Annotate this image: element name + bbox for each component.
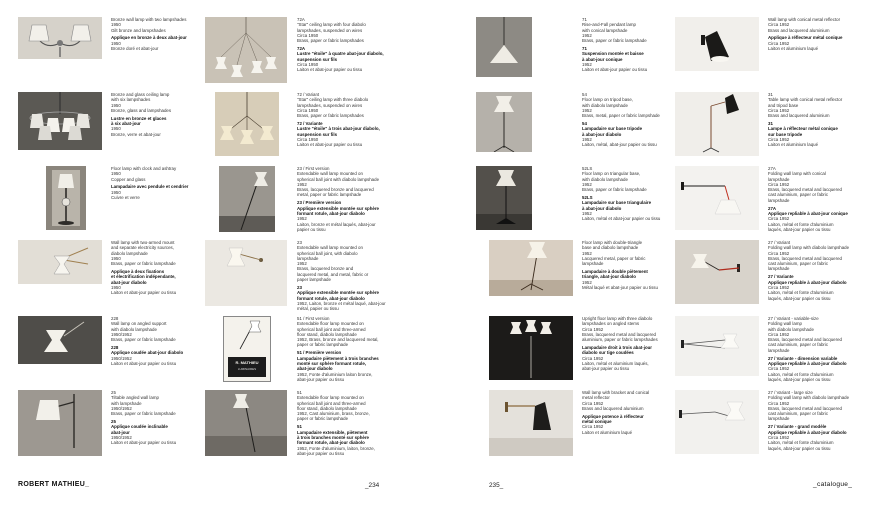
- entry-caption: [768, 390, 858, 453]
- entry-caption: [297, 316, 391, 385]
- caption-line-fr: Laiton et aluminium laqué: [582, 429, 633, 435]
- caption-line-fr: 54: [582, 121, 587, 127]
- caption-line-fr: Lustre "étoile" à trois abat-jour diabolo,: [297, 126, 380, 132]
- caption-line-fr: formant rotule, abat-jour diabolo: [297, 210, 365, 216]
- caption-line-fr: 1952: [582, 210, 592, 216]
- caption-line-fr: Circa 1950: [297, 136, 319, 142]
- caption-line-fr: 1950/1952: [111, 355, 132, 361]
- caption-line: Circa 1952: [582, 326, 604, 332]
- entry-caption: [582, 390, 668, 438]
- lamp-photo: [46, 166, 86, 230]
- caption-line-fr: 25: [111, 419, 116, 425]
- caption-line: Bronze, glass and lampshades: [111, 107, 172, 113]
- caption-line: lampshade: [768, 176, 790, 182]
- caption-line: 54: [582, 92, 587, 97]
- lamp-photo: [18, 17, 102, 59]
- caption-line: cast aluminium, paper or fabric: [768, 411, 829, 417]
- caption-line-fr: 51: [297, 424, 302, 430]
- caption-line-fr: Lampadaire piètement à trois branches: [297, 355, 379, 361]
- caption-line: Extendable floor lamp mounted on: [297, 395, 364, 401]
- caption-line: and tripod base: [768, 102, 799, 108]
- caption-line-fr: Applique coudée abat-jour diabolo: [111, 350, 184, 356]
- lamp-photo: [18, 316, 102, 364]
- caption-line-fr: Applique repliable à abat-jour diabolo: [768, 360, 847, 366]
- caption-line-fr: Laiton, métal, abat-jour papier ou tissu: [582, 142, 657, 148]
- entry-caption: [768, 316, 858, 385]
- caption-line: Extendable floor lamp mounted on: [297, 321, 364, 327]
- caption-line: "Star" ceiling lamp with four diabolo: [297, 22, 366, 28]
- caption-line-fr: Circa 1950: [297, 61, 319, 67]
- caption-line: lampshade: [768, 266, 790, 272]
- caption-line-fr: 27 / Variante - grand modèle: [768, 424, 827, 430]
- caption-line-fr: laqués, abat-jour papier ou tissu: [768, 445, 831, 451]
- caption-line-fr: 1950: [111, 189, 121, 195]
- caption-line: 27 / Variant - variable-size: [768, 316, 819, 321]
- lamp-photo: [215, 92, 279, 156]
- lamp-photo: [675, 390, 759, 454]
- caption-line-fr: Circa 1952: [768, 136, 790, 142]
- poster-subtitle: LUMINAIRES: [237, 367, 257, 371]
- caption-line: diabolo lampshade: [111, 250, 148, 256]
- caption-line-fr: à abat-jour diabolo: [582, 205, 622, 211]
- caption-line-fr: 1952, Fonte d'aluminium laiton bronze,: [297, 371, 373, 377]
- caption-line-fr: 1952, Fonte d'aluminium, laiton, bronze,: [297, 445, 375, 451]
- caption-line: Floor lamp with double-triangle: [582, 240, 643, 245]
- entry-caption: [768, 166, 858, 235]
- caption-line: Circa 1952: [768, 22, 790, 28]
- caption-line-fr: Circa 1952: [768, 366, 790, 372]
- caption-line: Brass, paper or fabric lampshades: [297, 38, 364, 44]
- lamp-photo: [675, 17, 759, 71]
- caption-line-fr: à six abat-jour: [111, 121, 141, 127]
- caption-line-fr: Applique extensible montée sur sphère: [297, 290, 379, 296]
- caption-line-fr: Applique repliable à abat-jour diabolo: [768, 429, 847, 435]
- caption-line-fr: 1952, Laiton, bronze et métal laqué, abat-jour: [297, 300, 386, 306]
- caption-line: cast aluminium, paper or fabric: [768, 192, 829, 198]
- caption-line-fr: 1950: [111, 284, 121, 290]
- lamp-photo: [205, 390, 287, 456]
- caption-line-fr: suspension sur fils: [297, 56, 338, 62]
- lamp-photo: [476, 17, 532, 77]
- caption-line: 51: [297, 390, 302, 395]
- entry-caption: [297, 92, 391, 150]
- lamp-photo: [675, 166, 759, 230]
- caption-line-fr: Lampadaire extensible, piètement: [297, 429, 368, 435]
- caption-line-fr: 71: [582, 46, 587, 52]
- caption-line: Folding wall lamp with diabolo lampshade: [768, 245, 850, 251]
- caption-line: Bronze wall lamp with two lampshades: [111, 17, 187, 22]
- caption-line: Folding wall lamp with conical: [768, 171, 826, 177]
- caption-line-fr: laqués, abat-jour papier ou tissu: [768, 295, 831, 301]
- caption-line: cast aluminium, paper or fabric: [768, 261, 829, 267]
- caption-line: Brass, paper or fabric lampshade: [582, 187, 647, 193]
- caption-line: 1952: [582, 181, 592, 187]
- caption-line: Brass, lacquered metal and lacquered: [768, 187, 842, 193]
- caption-line-fr: laqués, abat-jour papier ou tissu: [768, 226, 831, 232]
- caption-line-fr: Lampadaire sur base triangulaire: [582, 200, 652, 206]
- caption-line: Floor lamp on triangular base,: [582, 171, 641, 177]
- caption-line-fr: Laiton et aluminium laqué: [768, 142, 819, 148]
- entry-caption: [582, 166, 668, 224]
- lamp-photo: [205, 240, 287, 306]
- caption-line: spherical ball joint with diabolo lampshade: [297, 176, 380, 182]
- caption-line-fr: Applique en bronze à deux abat-jour: [111, 35, 187, 41]
- caption-line: Copper and glass: [111, 176, 146, 182]
- caption-line-fr: Lampe à réflecteur métal conique: [768, 126, 838, 132]
- entry-caption: [297, 17, 391, 75]
- caption-line: Brass, paper or fabric lampshade: [582, 38, 647, 44]
- caption-line: base and diabolo lampshade: [582, 245, 639, 251]
- caption-line: lampshades, suspended on wires: [297, 102, 363, 108]
- caption-line: 1950: [111, 255, 121, 261]
- caption-line-fr: 228: [111, 345, 119, 351]
- caption-line-fr: 1952: [582, 136, 592, 142]
- caption-line: Circa 1950: [297, 32, 319, 38]
- caption-line: Circa 1952: [768, 250, 790, 256]
- caption-line: Brass, paper or fabric lampshade: [111, 261, 176, 267]
- caption-line-fr: Laiton, métal et fonte d'aluminium: [768, 371, 834, 377]
- caption-line-fr: Laiton, métal et fonte d'aluminium: [768, 440, 834, 446]
- entry-caption: [582, 240, 668, 293]
- caption-line: paper or fabric lampshade: [297, 342, 349, 348]
- caption-line: Brass, lacquered metal and lacquered: [768, 255, 842, 261]
- caption-line-fr: 52LS: [582, 195, 593, 201]
- caption-line-fr: Laiton et aluminium laqué: [768, 46, 819, 52]
- caption-line-fr: Cuivre et verre: [111, 195, 140, 201]
- caption-line-fr: Circa 1952: [768, 284, 790, 290]
- entry-caption: [297, 166, 391, 235]
- caption-line: Gilt bronze and lampshades: [111, 27, 166, 33]
- caption-line-fr: Lampadaire avec pendule et cendrier: [111, 184, 189, 190]
- caption-line-fr: papier ou tissu: [297, 226, 326, 232]
- caption-line: Tiltable angled wall lamp: [111, 395, 159, 401]
- caption-line: 71: [582, 17, 587, 22]
- caption-line-fr: abat-jour: [111, 429, 130, 435]
- caption-line: 72A: [297, 17, 305, 22]
- caption-line-fr: 27A: [768, 205, 777, 211]
- caption-line-fr: 72 / Variante: [297, 121, 323, 127]
- entry-caption: [111, 166, 199, 203]
- caption-line: Extendable wall lamp mounted on: [297, 245, 363, 251]
- caption-line: 1950: [111, 171, 121, 177]
- lamp-photo: [489, 316, 573, 380]
- caption-line-fr: Métal laqué et abat-jour papier ou tissu: [582, 284, 658, 290]
- caption-line-fr: Applique extensible montée sur sphère: [297, 205, 379, 211]
- caption-line: with diabolo lampshade: [582, 176, 628, 182]
- caption-line: paper lampshade: [297, 277, 331, 283]
- caption-line-fr: Laiton et abat-jour papier ou tissu: [111, 360, 177, 366]
- entry-caption: [297, 240, 391, 314]
- entry-caption: [582, 92, 668, 150]
- entry-caption: [111, 390, 199, 448]
- caption-line-fr: Suspension montée et baisse: [582, 51, 644, 57]
- entry-caption: [768, 240, 858, 303]
- caption-line: lampshade: [768, 197, 790, 203]
- caption-line: spherical ball joint, with diabolo: [297, 250, 358, 256]
- entry-caption: [111, 92, 199, 140]
- caption-line: Brass, lacquered metal and lacquered: [582, 331, 656, 337]
- caption-line-fr: suspension sur fils: [297, 131, 338, 137]
- entry-caption: [768, 92, 858, 150]
- page-number: _234: [365, 482, 380, 489]
- entry-caption: [297, 390, 391, 459]
- caption-line: Circa 1952: [768, 107, 790, 113]
- lamp-photo: [18, 390, 102, 456]
- lamp-photo: [18, 240, 102, 284]
- caption-line: Folding wall lamp with diabolo lampshade: [768, 395, 850, 401]
- caption-line-fr: Lustre "étoile" à quatre abat-jour diabolo,: [297, 51, 384, 57]
- caption-line-fr: Lampadaire sur base tripode: [582, 126, 643, 132]
- caption-line: 1950/1952: [111, 405, 132, 411]
- caption-line-fr: à abat-jour diabolo: [582, 131, 622, 137]
- caption-line: lampshade: [768, 416, 790, 422]
- caption-line: Bronze and glass ceiling lamp: [111, 92, 170, 97]
- caption-line-fr: Laiton, métal et abat-jour papier ou tissu: [582, 216, 661, 222]
- caption-line: Brass, paper or fabric lampshade: [111, 337, 176, 343]
- caption-line-fr: monté sur sphère formant rotule,: [297, 360, 367, 366]
- caption-line-fr: Applique à deux fixations: [111, 269, 165, 275]
- caption-line: 1952: [582, 107, 592, 113]
- caption-line: 27A: [768, 166, 776, 171]
- caption-line: with conical lampshade: [582, 27, 628, 33]
- caption-line-fr: 1950/1952: [111, 434, 132, 440]
- caption-line: cast aluminium, paper or fabric: [768, 342, 829, 348]
- caption-line-fr: 72A: [297, 46, 306, 52]
- caption-line: 1952: [297, 261, 307, 267]
- page-number: 235_: [489, 482, 504, 489]
- entry-caption: [582, 17, 668, 75]
- caption-line: 51 / First version: [297, 316, 330, 321]
- caption-line: Brass, lacquered bronze and lacquered: [297, 187, 374, 193]
- caption-line: lacquered metal, and metal, fabric or: [297, 271, 369, 277]
- caption-line: Circa 1950: [297, 107, 319, 113]
- lamp-photo: [476, 92, 532, 152]
- caption-line: floor stand, diabolo lampshade: [297, 405, 357, 411]
- caption-line: lampshades, suspended on wires: [297, 27, 363, 33]
- caption-line: Wall lamp with conical metal reflector: [768, 17, 841, 22]
- caption-line-fr: Applique repliable à abat-jour conique: [768, 210, 848, 216]
- caption-line: paper or fabric lampshade: [297, 416, 349, 422]
- lamp-photo: [489, 390, 573, 456]
- caption-line: 27 / Variant: [768, 240, 791, 245]
- caption-line-fr: abat-jour papier ou tissu: [297, 376, 345, 382]
- caption-line: Brass and lacquered aluminium: [582, 405, 644, 411]
- caption-line-fr: Bronze doré et abat-jour: [111, 46, 159, 52]
- caption-line-fr: et électrification indépendante,: [111, 274, 176, 280]
- lamp-photo: [489, 240, 573, 296]
- caption-line: Wall lamp with two-armed mount: [111, 240, 175, 245]
- caption-line-fr: à trois branches monté sur sphère: [297, 434, 369, 440]
- caption-line: metal, paper or fabric lampshade: [297, 192, 362, 198]
- caption-line-fr: Laiton, métal et aluminium laqués,: [582, 360, 649, 366]
- running-head: _catalogue_: [813, 481, 853, 488]
- caption-line-fr: Applique repliable à abat-jour diabolo: [768, 279, 847, 285]
- entry-caption: [111, 316, 199, 369]
- caption-line-fr: Laiton, bronze et métal laqués, abat-jour: [297, 221, 376, 227]
- caption-line: 23 / First version: [297, 166, 330, 171]
- caption-line: 1952, Brass, bronze and lacquered metal,: [297, 337, 379, 343]
- caption-line-fr: 1950: [111, 40, 121, 46]
- caption-line: spherical ball joint and three-armed: [297, 400, 366, 406]
- right-page: [435, 0, 870, 508]
- caption-line: floor stand, diabolo lampshade: [297, 331, 357, 337]
- caption-line: Brass, lacquered metal and lacquered: [768, 337, 842, 343]
- caption-line-fr: sur base tripode: [768, 131, 803, 137]
- caption-line-fr: métal, papier ou tissu: [297, 306, 339, 312]
- lamp-photo: [205, 17, 287, 83]
- caption-line: lampshade: [297, 255, 319, 261]
- caption-line-fr: Laiton et abat-jour papier ou tissu: [111, 440, 177, 446]
- caption-line: Extendable wall lamp mounted on: [297, 171, 363, 177]
- caption-line-fr: Laiton et abat-jour papier ou tissu: [111, 290, 177, 296]
- caption-line: Wall lamp with bracket and conical: [582, 390, 650, 395]
- caption-line-fr: Circa 1952: [582, 424, 604, 430]
- caption-line: 1950: [111, 102, 121, 108]
- lamp-photo: [476, 166, 532, 230]
- caption-line: 52LS: [582, 166, 593, 171]
- caption-line: Circa 1952: [768, 331, 790, 337]
- entry-caption: [111, 240, 199, 298]
- caption-line-fr: Laiton et abat-jour papier ou tissu: [297, 142, 363, 148]
- caption-line-fr: laqués, abat-jour papier ou tissu: [768, 376, 831, 382]
- caption-line: Floor lamp on tripod base,: [582, 97, 634, 103]
- lamp-photo: [675, 240, 759, 304]
- caption-line-fr: Lampadaire à double piètement: [582, 269, 648, 275]
- lamp-photo: [219, 166, 275, 232]
- caption-line: Folding wall lamp: [768, 321, 802, 327]
- caption-line-fr: métal conique: [582, 419, 612, 425]
- caption-line: 27 / Variant - large size: [768, 390, 813, 395]
- caption-line: Circa 1952: [582, 400, 604, 406]
- caption-line: 1950/1952: [111, 331, 132, 337]
- caption-line-fr: 31: [768, 121, 773, 127]
- caption-line-fr: Applique à réflecteur métal conique: [768, 35, 843, 41]
- caption-line-fr: Applique potence à réflecteur: [582, 413, 644, 419]
- caption-line-fr: 23 / Première version: [297, 200, 342, 206]
- caption-line: Brass, lacquered metal and lacquered: [768, 405, 842, 411]
- caption-line-fr: Circa 1952: [582, 355, 604, 361]
- caption-line: Lacquered metal, paper or fabric lampshade: [582, 255, 646, 267]
- caption-line: with lampshade: [111, 400, 142, 406]
- caption-line: 72 / Variant: [297, 92, 320, 97]
- caption-line-fr: abat-jour papier ou tissu: [582, 366, 630, 372]
- caption-line: 1952, Cast aluminium, brass, bronze,: [297, 411, 370, 417]
- caption-line-fr: 1952: [297, 216, 307, 222]
- caption-line: Brass and lacquered aluminium: [768, 27, 830, 33]
- lamp-photo: [675, 92, 759, 156]
- caption-line: Wall lamp on angled support: [111, 321, 167, 327]
- caption-line-fr: 1950: [111, 126, 121, 132]
- caption-line: 228: [111, 316, 119, 321]
- caption-line-fr: 1952: [582, 61, 592, 67]
- caption-line-fr: Laiton, métal et fonte d'aluminium: [768, 221, 834, 227]
- caption-line-fr: Lampadaire droit à trois abat-jour: [582, 345, 653, 351]
- caption-line: Upright floor lamp with three diabolo: [582, 316, 653, 321]
- caption-line: and separate electricity sources,: [111, 245, 174, 251]
- caption-line: Circa 1952: [768, 400, 790, 406]
- caption-line-fr: Laiton et abat-jour papier ou tissu: [582, 67, 648, 73]
- caption-line-fr: abat-jour papier ou tissu: [297, 450, 345, 456]
- caption-line-fr: 1952: [582, 279, 592, 285]
- caption-line: metal reflector: [582, 395, 610, 401]
- caption-line-fr: formant rotule, abat-jour diabolo: [297, 295, 365, 301]
- caption-line: Floor lamp with clock and ashtray: [111, 166, 177, 171]
- caption-line: 1952: [582, 32, 592, 38]
- caption-line: "Star" ceiling lamp with three diabolo: [297, 97, 369, 103]
- caption-line: 1952: [582, 250, 592, 256]
- poster-brand: R. MATHIEU: [235, 360, 259, 365]
- caption-line: 23: [297, 240, 302, 245]
- caption-line: 31: [768, 92, 773, 97]
- caption-line-fr: Applique coudée inclinable: [111, 424, 168, 430]
- caption-line-fr: abat-jour diabolo: [297, 366, 333, 372]
- caption-line: 1952: [297, 181, 307, 187]
- caption-line-fr: formant rotule, abat-jour diabolo: [297, 440, 365, 446]
- caption-line-fr: Lustre en bronze et glaces: [111, 115, 167, 121]
- caption-line: lampshade: [768, 347, 790, 353]
- caption-line: with diabolo lampshade: [768, 326, 814, 332]
- caption-line-fr: Laiton et abat-jour papier ou tissu: [297, 67, 363, 73]
- caption-line-fr: Bronze, verre et abat-jour: [111, 131, 161, 137]
- caption-line: Brass, lacquered bronze and: [297, 266, 354, 272]
- caption-line: with six lampshades: [111, 97, 151, 103]
- caption-line-fr: triangle, abat-jour diabolo: [582, 274, 636, 280]
- caption-line-fr: Laiton, métal et fonte d'aluminium: [768, 290, 834, 296]
- caption-line-fr: à abat-jour conique: [582, 56, 623, 62]
- caption-line-fr: diabolo sur tige coudées: [582, 350, 634, 356]
- caption-line: Table lamp with conical metal reflector: [768, 97, 843, 103]
- caption-line-fr: Circa 1952: [768, 40, 790, 46]
- caption-line-fr: 23: [297, 284, 302, 290]
- caption-line-fr: Circa 1952: [768, 216, 790, 222]
- entry-caption: [111, 17, 199, 54]
- caption-line-fr: abat-jour diabolo: [111, 279, 147, 285]
- lamp-photo: [675, 316, 759, 376]
- caption-line: Brass, paper or fabric lampshades: [297, 113, 364, 119]
- caption-line: aluminium, paper or fabric lampshades: [582, 337, 658, 343]
- entry-caption: [768, 17, 858, 54]
- caption-line: Brass and lacquered aluminium: [768, 113, 830, 119]
- caption-line: Brass, metal, paper or fabric lampshade: [582, 113, 660, 119]
- caption-line: Circa 1952: [768, 181, 790, 187]
- caption-line: with diabolo lampshade: [111, 326, 157, 332]
- caption-line-fr: 27 / Variante - dimension variable: [768, 355, 838, 361]
- running-head: ROBERT MATHIEU_: [18, 481, 90, 488]
- caption-line: Rise-and-Fall pendant lamp: [582, 22, 636, 28]
- caption-line: 25: [111, 390, 116, 395]
- caption-line: with diabolo lampshade: [582, 102, 628, 108]
- entry-caption: [582, 316, 668, 374]
- caption-line: spherical ball joint and three-armed: [297, 326, 366, 332]
- caption-line-fr: 27 / Variante: [768, 274, 794, 280]
- lamp-photo: [18, 92, 102, 150]
- caption-line-fr: 51 / Première version: [297, 350, 342, 356]
- caption-line-fr: Circa 1952: [768, 434, 790, 440]
- caption-line: 1950: [111, 22, 121, 28]
- caption-line: lampshades on angled stems: [582, 321, 640, 327]
- caption-line: Brass, paper or fabric lampshade: [111, 411, 176, 417]
- catalogue-poster: [223, 316, 271, 382]
